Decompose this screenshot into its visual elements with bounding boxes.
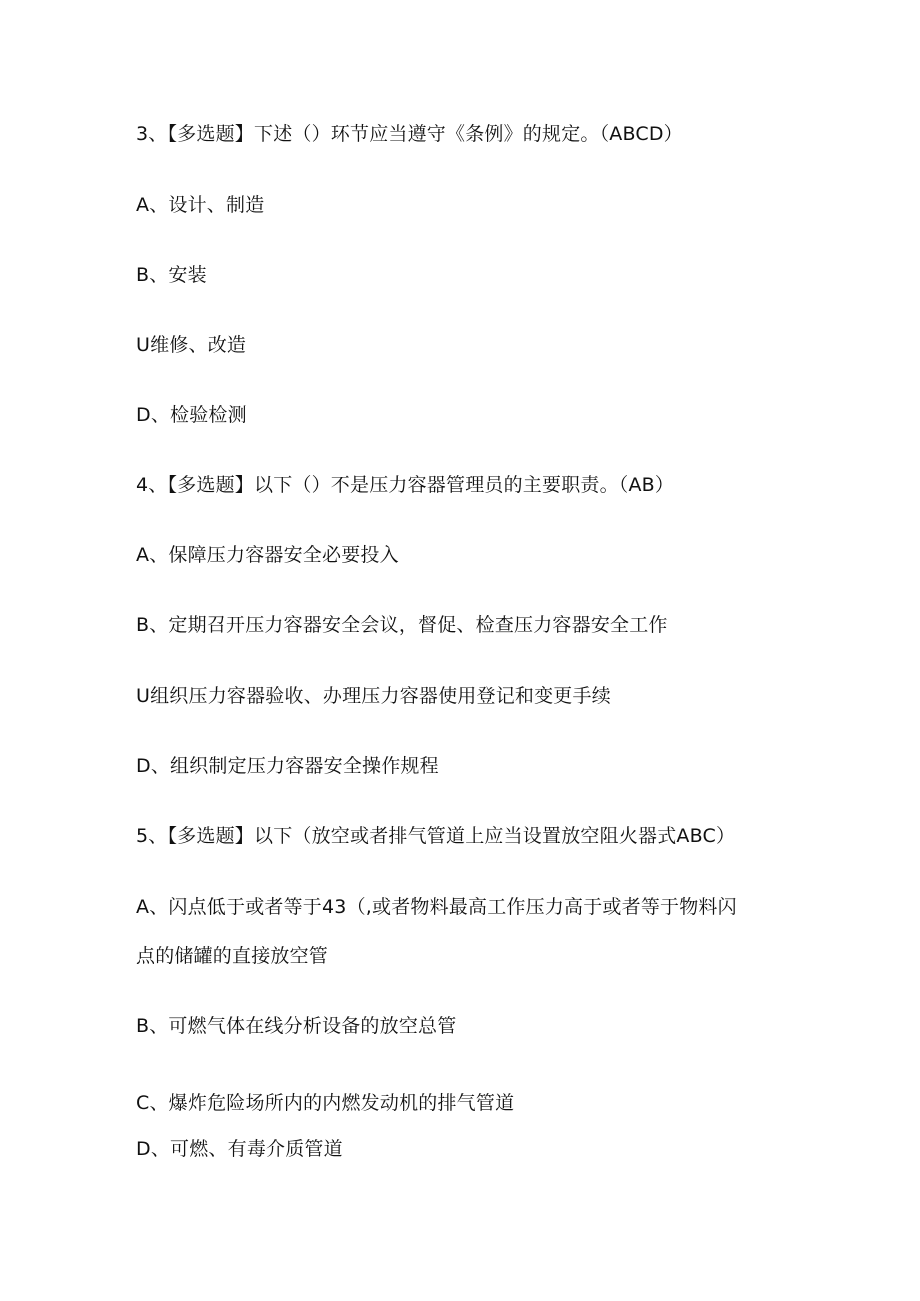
question-3-option-a: A、设计、制造	[136, 194, 265, 216]
question-3-option-b: B、安装	[136, 264, 207, 286]
question-3-stem: 3、【多选题】下述（）环节应当遵守《条例》的规定。（ABCD）	[136, 123, 683, 145]
question-4-option-c: U组织压力容器验收、办理压力容器使用登记和变更手续	[136, 685, 611, 707]
question-3-option-c: U维修、改造	[136, 334, 247, 356]
question-5-option-b: B、可燃气体在线分析设备的放空总管	[136, 1015, 457, 1037]
question-5-option-a-continued: 点的储罐的直接放空管	[136, 945, 329, 967]
question-4-option-d: D、组织制定压力容器安全操作规程	[136, 755, 439, 777]
question-4-option-a: A、保障压力容器安全必要投入	[136, 544, 399, 566]
question-5-option-d: D、可燃、有毒介质管道	[136, 1138, 343, 1160]
question-4-option-b: B、定期召开压力容器安全会议，督促、检查压力容器安全工作	[136, 614, 668, 636]
question-5-option-a: A、闪点低于或者等于43（,或者物料最高工作压力高于或者等于物料闪	[136, 896, 737, 918]
question-4-stem: 4、【多选题】以下（）不是压力容器管理员的主要职责。（AB）	[136, 474, 675, 496]
question-3-option-d: D、检验检测	[136, 404, 247, 426]
question-5-option-c: C、爆炸危险场所内的内燃发动机的排气管道	[136, 1092, 515, 1114]
question-5-stem: 5、【多选题】以下（放空或者排气管道上应当设置放空阻火器式ABC）	[136, 825, 736, 847]
